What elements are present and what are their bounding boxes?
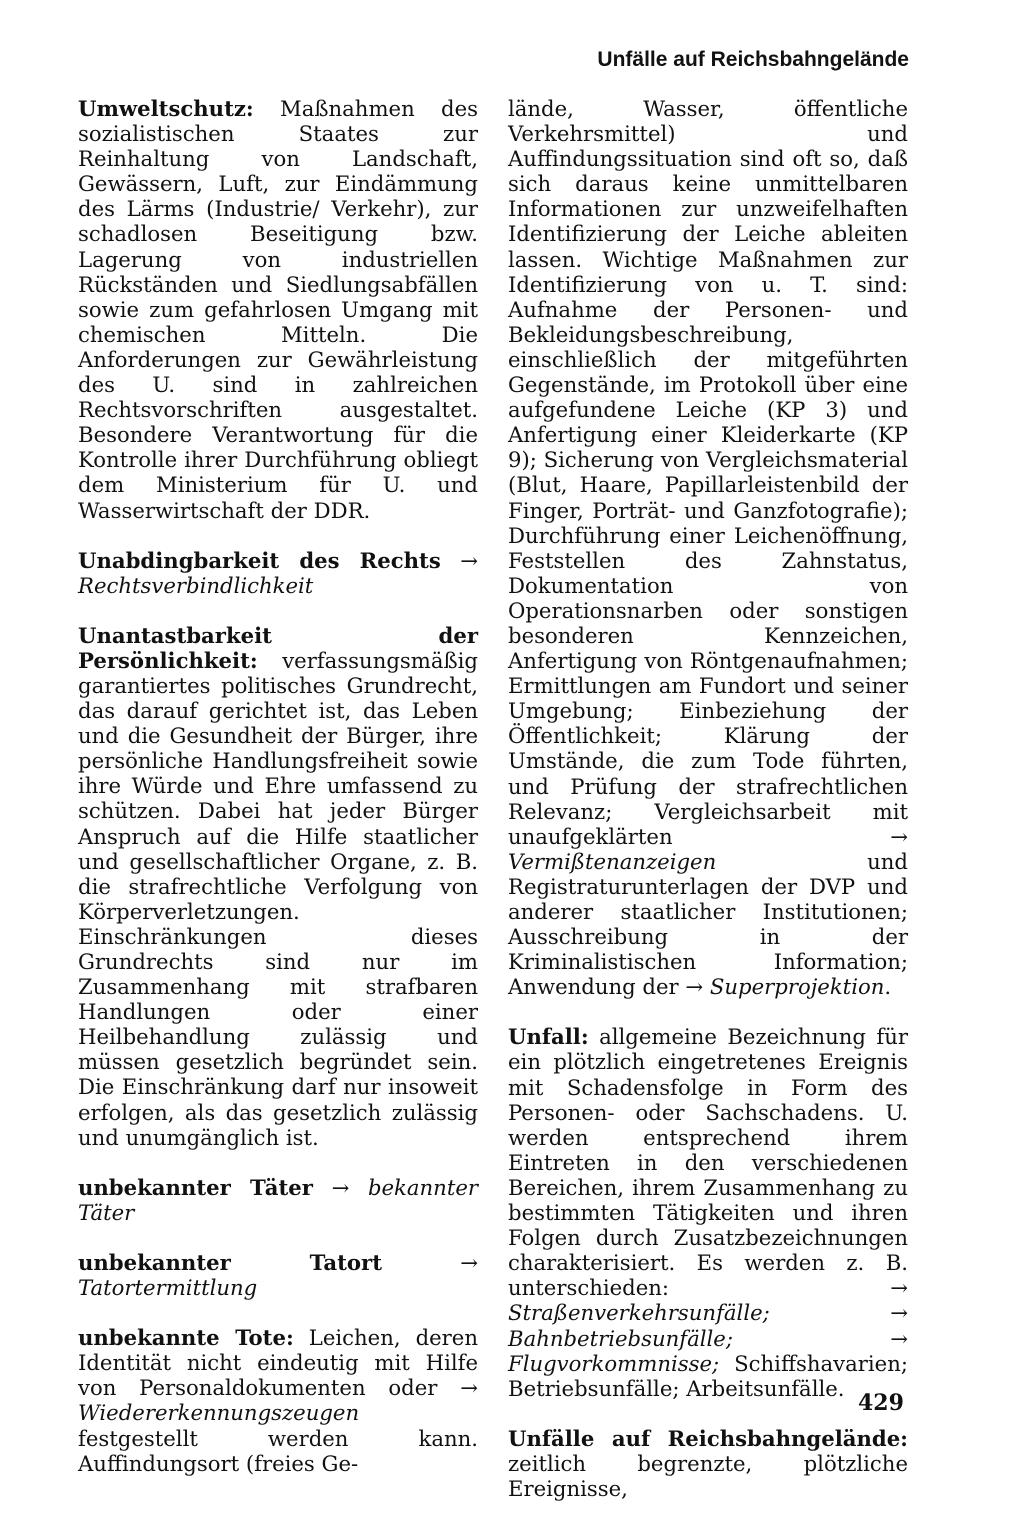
entry-unfaelle-reichsbahngelaende (508, 1426, 908, 1501)
headword: Unfälle auf Reichsbahngelände: (508, 1425, 908, 1451)
cross-reference: Wiedererkennungszeugen (78, 1400, 360, 1426)
entry-text: Schiffshavarien; Betriebsunfälle; Arbeitsunfälle. (508, 1350, 908, 1401)
cross-reference: Rechtsverbindlichkeit (78, 572, 314, 598)
entry-umweltschutz (78, 96, 478, 523)
headword: Unabdingbarkeit des Rechts (78, 547, 441, 573)
left-column (78, 96, 478, 1501)
entry-text: Maßnahmen des sozialistischen Staates zur Reinhaltung von Landschaft, Gewässern, Luft, zur Eindämmung des Lärms (Industrie/ Verkehr), zur schadlosen Beseitigung bzw. Lagerung von industriellen Rückständen und Siedlungsabfällen sowie zum gefahrlosen Umgang mit chemischen Mitteln. Die Anforderungen zur Gewährleistung des U. sind in zahlreichen Rechtsvorschriften ausgestaltet. Besondere Verantwortung für die Kontrolle ihrer Durchführung obliegt dem Ministerium für U. und Wasserwirtschaft der DDR. (78, 96, 478, 523)
entry-unbekannte-tote-continued (508, 96, 908, 999)
arrow-icon: → (890, 1325, 908, 1351)
entry-text: lände, Wasser, öffentliche Verkehrsmittel) und Auffindungssituation sind oft so, daß sich daraus keine unmittelbaren Informationen zur unzweifelhaften Identifizierung der Leiche ableiten lassen. Wichtige Maßnahmen zur Identifizierung von u. T. sind: Aufnahme der Personen- und Bekleidungsbeschreibung, einschließlich der mitgeführten Gegenstände, im Protokoll über eine aufgefundene Leiche (KP 3) und Anfertigung einer Kleiderkarte (KP 9); Sicherung von Vergleichsmaterial (Blut, Haare, Papillarleistenbild der Finger, Porträt- und Ganzfotografie); Durchführung einer Leichenöffnung, Feststellen des Zahnstatus, Dokumentation von Operationsnarben oder sonstigen besonderen Kennzeichen, Anfertigung von Röntgenaufnahmen; Ermittlungen am Fundort und seiner Umgebung; Einbeziehung der Öffentlichkeit; Klärung der Umstände, die zum Tode führten, und Prüfung der strafrechtlichen Relevanz; Vergleichsarbeit mit unaufgeklärten (508, 96, 908, 849)
page-number: 429 (858, 1390, 904, 1416)
arrow-icon: → (460, 1375, 478, 1401)
arrow-icon: → (440, 547, 478, 573)
cross-reference: Tatortermittlung (78, 1275, 258, 1301)
entry-unantastbarkeit (78, 623, 478, 1150)
cross-reference: bekannter Täter (78, 1174, 478, 1225)
entry-text: festgestellt werden kann. Auffindungsort (freies Ge- (78, 1425, 478, 1476)
cross-reference: Vermißtenanzeigen (508, 848, 717, 874)
entry-text (770, 1300, 890, 1325)
arrow-icon: → (890, 1300, 908, 1326)
cross-reference: Superprojektion (709, 974, 885, 1000)
arrow-icon: → (381, 1249, 478, 1275)
entry-unabdingbarkeit (78, 548, 478, 598)
entry-text: verfassungsmäßig garantiertes politisches Grundrecht, das darauf gerichtet ist, das Leben und die Gesundheit der Bürger, ihre persönliche Handlungsfreiheit sowie ihre Würde und Ehre umfassend zu schützen. Dabei hat jeder Bürger Anspruch auf die Hilfe staatlicher und gesellschaftlicher Organe, z. B. die strafrechtliche Verfolgung von Körperverletzungen. Einschränkungen dieses Grundrechts sind nur im Zusammenhang mit strafbaren Handlungen oder einer Heilbehandlung zulässig und müssen gesetzlich begründet sein. Die Einschränkung darf nur insoweit erfolgen, als das gesetzlich zulässig und unumgänglich ist. (78, 647, 478, 1150)
entry-text: allgemeine Bezeichnung für ein plötzlich eingetretenes Ereignis mit Schadensfolge in Form des Personen- oder Sachschadens. U. werden entsprechend ihrem Eintreten in den verschiedenen Bereichen, ihrem Zusammenhang zu bestimmten Tätigkeiten und ihren Folgen durch Zusatzbezeichnungen charakterisiert. Es werden z. B. unterschieden: (508, 1024, 908, 1301)
arrow-icon: → (890, 823, 908, 849)
cross-reference: Flugvorkommnisse; (508, 1350, 720, 1376)
entry-text: zeitlich begrenzte, plötzliche Ereignisse, (508, 1450, 908, 1501)
entry-text: Leichen, deren Identität nicht eindeutig mit Hilfe von Personaldokumenten oder (78, 1325, 478, 1401)
arrow-icon: → (685, 974, 710, 1000)
entry-text: und Registraturunterlagen der DVP und anderer staatlicher Institutionen; Ausschreibung in der Kriminalistischen Information; Anwendung der (508, 848, 908, 1000)
cross-reference: Straßenverkehrsunfälle; (508, 1300, 770, 1326)
headword: Unfall: (508, 1024, 589, 1050)
headword: unbekannter Täter (78, 1174, 313, 1200)
entry-unbekannter-taeter (78, 1175, 478, 1225)
headword: Unantastbarkeit der Persönlichkeit: (78, 622, 478, 673)
entry-text: . (884, 974, 892, 1000)
entry-unbekannte-tote (78, 1325, 478, 1476)
entry-unfall (508, 1024, 908, 1400)
cross-reference: Bahnbetriebsunfälle; (508, 1325, 733, 1351)
entry-text (733, 1326, 890, 1351)
headword: unbekannter Tatort (78, 1249, 382, 1275)
arrow-icon: → (890, 1275, 908, 1301)
arrow-icon: → (312, 1174, 368, 1200)
headword: unbekannte Tote: (78, 1325, 294, 1351)
entry-unbekannter-tatort (78, 1250, 478, 1300)
right-column (508, 96, 908, 1526)
running-header: Unfälle auf Reichsbahngelände (597, 48, 909, 71)
headword: Umweltschutz: (78, 96, 254, 121)
